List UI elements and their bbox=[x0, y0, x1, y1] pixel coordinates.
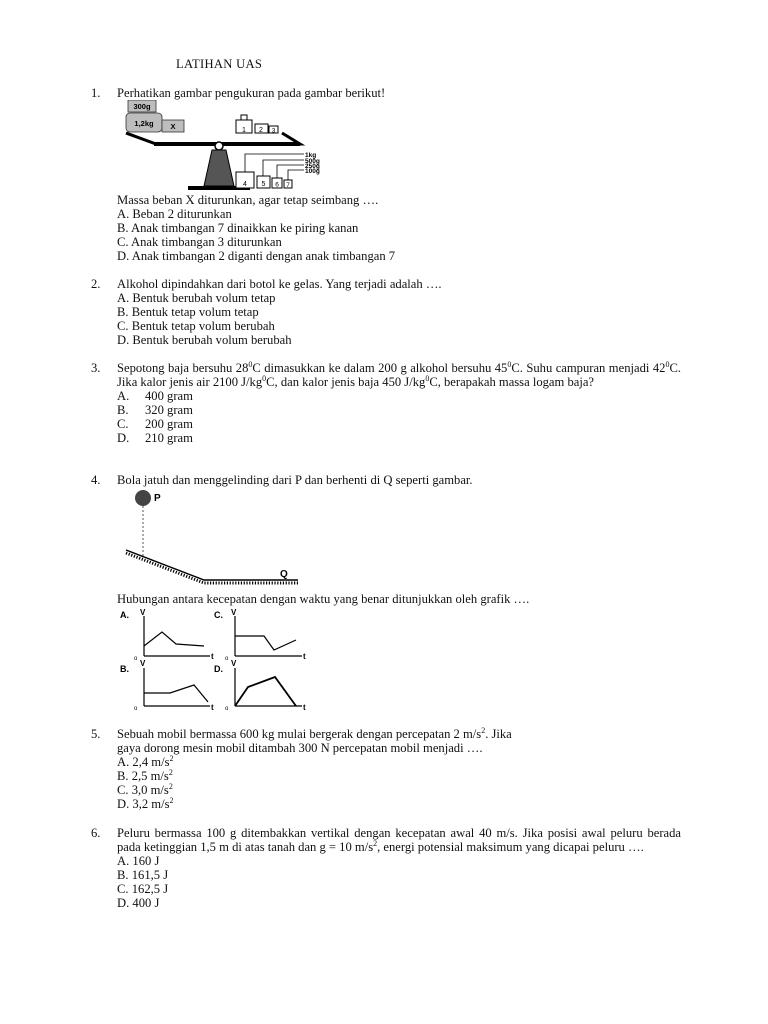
question-stem-2: Hubungan antara kecepatan dengan waktu yang benar ditunjukkan oleh grafik …. bbox=[117, 592, 530, 606]
option-b[interactable]: B. Bentuk tetap volum tetap bbox=[117, 305, 259, 319]
graph-d-line bbox=[235, 677, 296, 706]
svg-text:A.: A. bbox=[120, 610, 129, 620]
velocity-time-graphs bbox=[118, 606, 316, 716]
question-stem-2: Massa beban X diturunkan, agar tetap seimbang …. bbox=[117, 193, 379, 207]
option-d[interactable]: D. 210 gram bbox=[117, 431, 193, 445]
ground-hatching bbox=[126, 553, 298, 583]
graph-a-line bbox=[144, 632, 204, 646]
question-stem: Bola jatuh dan menggelinding dari P dan berhenti di Q seperti gambar. bbox=[117, 473, 473, 487]
svg-text:V: V bbox=[140, 608, 146, 617]
question-5: 5. Sebuah mobil bermassa 600 kg mulai bergerak dengan percepatan 2 $m/s^2$. Jika gaya dorong mesin mobil ditambah 300 N percepatan mobil menjadi …. A. 2,4 $m/s^2$ B. 2,5 $m/s^2$ C. 3,0 $m/s^2$ D. 3,2 $m/s^2$ bbox=[91, 727, 681, 811]
graph-b-line bbox=[144, 685, 208, 702]
svg-text:t: t bbox=[303, 652, 306, 661]
question-stem: Perhatikan gambar pengukuran pada gambar berikut! bbox=[117, 86, 386, 100]
legend-250g: 250g bbox=[305, 163, 320, 170]
svg-text:7: 7 bbox=[286, 183, 290, 189]
question-stem-line-2: gaya dorong mesin mobil ditambah 300 N percepatan mobil menjadi …. bbox=[117, 741, 483, 755]
svg-text:o: o bbox=[134, 656, 138, 662]
option-b[interactable]: B. 2,5 $m/s^2$ bbox=[117, 768, 173, 783]
option-d[interactable]: D. 3,2 $m/s^2$ bbox=[117, 796, 174, 811]
option-c[interactable]: C. Anak timbangan 3 diturunkan bbox=[117, 235, 282, 249]
svg-text:V: V bbox=[231, 608, 237, 617]
question-stem: Peluru bermassa 100 g ditembakkan vertikal dengan kecepatan awal 40 m/s. Jika posisi awal peluru berada pada ketinggian 1,5 m di atas tanah dan g = 10 $m/s^2$, energi potensial maksimum yang dicapai peluru …. bbox=[117, 826, 681, 854]
svg-text:V: V bbox=[140, 659, 146, 668]
question-3: 3. Sepotong baja bersuhu $28^0C$ dimasukkan ke dalam 200 g alkohol bersuhu $45^0C$. Suhu campuran menjadi $42^0C$. Jika kalor jenis air 2100 $J/kg^0C$, dan kalor jenis baja 450 $J/kg^0C$, berapakah massa logam baja? A. 400 gram B. 320 gram C. 200 gram D. 210 gram bbox=[91, 360, 681, 445]
svg-text:4: 4 bbox=[243, 181, 247, 188]
graph-b[interactable] bbox=[120, 659, 214, 712]
svg-text:2: 2 bbox=[259, 127, 263, 134]
svg-text:3: 3 bbox=[271, 127, 276, 135]
label-300g: 300g bbox=[133, 102, 151, 111]
label-q: Q bbox=[280, 569, 288, 580]
page-title: LATIHAN UAS bbox=[176, 57, 263, 71]
option-a[interactable]: A. 2,4 $m/s^2$ bbox=[117, 754, 174, 769]
option-c[interactable]: C. 3,0 $m/s^2$ bbox=[117, 782, 173, 797]
label-p: P bbox=[154, 493, 161, 504]
legend-100g: 100g bbox=[305, 168, 320, 175]
svg-text:t: t bbox=[211, 652, 214, 661]
question-1 bbox=[91, 86, 681, 100]
graph-a[interactable] bbox=[120, 608, 214, 662]
option-b[interactable]: B. 320 gram bbox=[117, 403, 193, 417]
graph-c-line bbox=[235, 636, 296, 650]
svg-text:6: 6 bbox=[275, 181, 279, 189]
balance-scale-figure bbox=[124, 100, 330, 192]
question-4-continued bbox=[91, 592, 681, 606]
slope-surface bbox=[126, 550, 298, 580]
svg-text:D.: D. bbox=[214, 664, 223, 674]
ball-p bbox=[135, 490, 151, 506]
label-x: X bbox=[170, 122, 176, 131]
question-stem: Sepotong baja bersuhu $28^0C$ dimasukkan ke dalam 200 g alkohol bersuhu $45^0C$. Suhu campuran menjadi $42^0C$. Jika kalor jenis air 2100 $J/kg^0C$, dan kalor jenis baja 450 $J/kg^0C$, berapakah massa logam baja? bbox=[117, 360, 681, 389]
graph-d[interactable] bbox=[214, 659, 306, 712]
option-a[interactable]: A. 400 gram bbox=[117, 389, 193, 403]
svg-text:t: t bbox=[211, 703, 214, 712]
svg-text:B.: B. bbox=[120, 664, 129, 674]
svg-text:o: o bbox=[225, 706, 229, 712]
svg-text:V: V bbox=[231, 659, 237, 668]
option-b[interactable]: B. Anak timbangan 7 dinaikkan ke piring kanan bbox=[117, 221, 359, 235]
question-6: 6. Peluru bermassa 100 g ditembakkan vertikal dengan kecepatan awal 40 m/s. Jika posisi awal peluru berada pada ketinggian 1,5 m di atas tanah dan g = 10 $m/s^2$, energi potensial maksimum yang dicapai peluru …. A. 160 J B. 161,5 J C. 162,5 J D. 400 J bbox=[91, 826, 681, 910]
option-d[interactable]: D. Anak timbangan 2 diganti dengan anak timbangan 7 bbox=[117, 249, 396, 263]
legend-500g: 500g bbox=[305, 158, 320, 165]
option-a[interactable]: A. Bentuk berubah volum tetap bbox=[117, 291, 276, 305]
option-a[interactable]: A. 160 J bbox=[117, 854, 160, 868]
question-stem: Alkohol dipindahkan dari botol ke gelas. Yang terjadi adalah …. bbox=[117, 277, 442, 291]
option-a[interactable]: A. Beban 2 diturunkan bbox=[117, 207, 232, 221]
svg-text:5: 5 bbox=[261, 181, 266, 188]
legend-1kg: 1kg bbox=[305, 152, 317, 159]
svg-text:o: o bbox=[134, 706, 138, 712]
question-stem: Sebuah mobil bermassa 600 kg mulai bergerak dengan percepatan 2 $m/s^2$. Jika bbox=[117, 726, 512, 741]
question-number: 1. bbox=[91, 86, 101, 100]
ball-slope-figure bbox=[120, 488, 330, 590]
svg-text:o: o bbox=[225, 656, 229, 662]
option-c[interactable]: C. 200 gram bbox=[117, 417, 193, 431]
label-1-2kg: 1,2kg bbox=[134, 119, 154, 128]
svg-text:t: t bbox=[303, 703, 306, 712]
question-1-continued bbox=[91, 193, 681, 263]
option-d[interactable]: D. 400 J bbox=[117, 896, 160, 910]
question-2: 2. Alkohol dipindahkan dari botol ke gelas. Yang terjadi adalah …. A. Bentuk berubah volum tetap B. Bentuk tetap volum tetap C. Bentuk tetap volum berubah D. Bentuk berubah volum berubah bbox=[91, 277, 681, 347]
scale-stand bbox=[204, 150, 234, 186]
option-b[interactable]: B. 161,5 J bbox=[117, 868, 169, 882]
svg-text:C.: C. bbox=[214, 610, 223, 620]
question-4: 4. Bola jatuh dan menggelinding dari P dan berhenti di Q seperti gambar. bbox=[91, 473, 681, 487]
option-c[interactable]: C. Bentuk tetap volum berubah bbox=[117, 319, 275, 333]
option-c[interactable]: C. 162,5 J bbox=[117, 882, 169, 896]
svg-text:1: 1 bbox=[242, 127, 246, 134]
option-d[interactable]: D. Bentuk berubah volum berubah bbox=[117, 333, 292, 347]
graph-c[interactable] bbox=[214, 608, 306, 662]
